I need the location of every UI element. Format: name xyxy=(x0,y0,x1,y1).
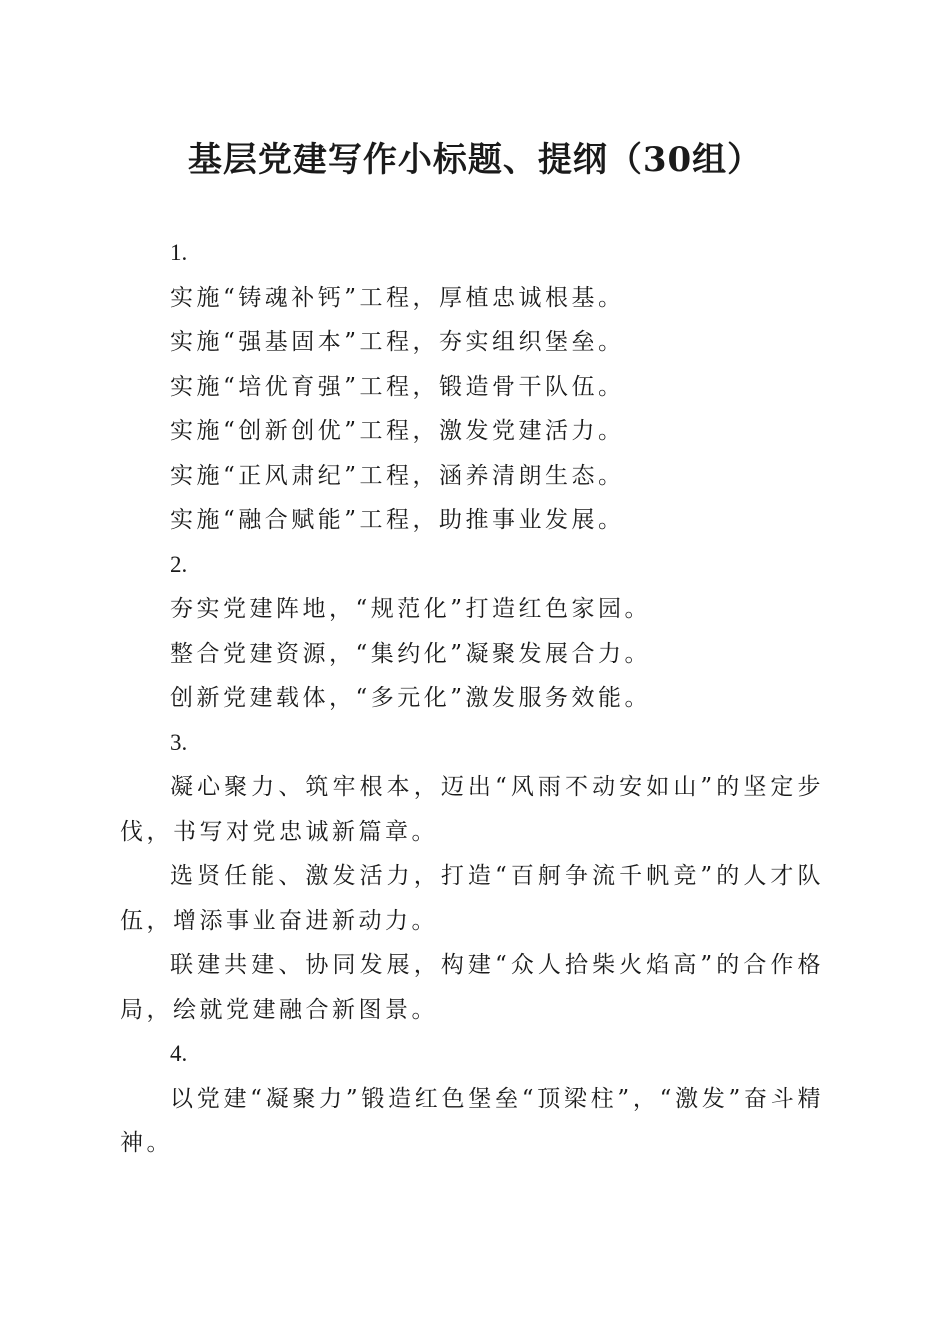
group-number: 3. xyxy=(170,729,188,755)
group-number: 1. xyxy=(170,240,188,265)
group-number: 4. xyxy=(170,1041,188,1066)
outline-group-3 xyxy=(120,721,824,1033)
group-number: 2. xyxy=(170,551,188,577)
outline-group-2 xyxy=(120,543,824,721)
outline-paragraph: 联建共建、协同发展，构建“众人拾柴火焰高”的合作格局，绘就党建融合新图景。 xyxy=(120,952,824,1023)
outline-line: 实施“融合赋能”工程，助推事业发展。 xyxy=(170,507,625,533)
outline-line: 实施“正风肃纪”工程，涵养清朗生态。 xyxy=(170,462,625,489)
outline-line: 整合党建资源，“集约化”凝聚发展合力。 xyxy=(170,640,652,667)
outline-group-1 xyxy=(120,231,824,543)
outline-line: 夯实党建阵地，“规范化”打造红色家园。 xyxy=(170,596,652,622)
outline-paragraph: 选贤任能、激发活力，打造“百舸争流千帆竞”的人才队伍，增添事业奋进新动力。 xyxy=(120,863,824,934)
outline-paragraph: 凝心聚力、筑牢根本，迈出“风雨不动安如山”的坚定步伐，书写对党忠诚新篇章。 xyxy=(120,774,824,845)
outline-line: 实施“创新创优”工程，激发党建活力。 xyxy=(170,418,625,444)
outline-paragraph: 以党建“凝聚力”锻造红色堡垒“顶梁柱”，“激发”奋斗精神。 xyxy=(120,1085,824,1156)
outline-line: 创新党建载体，“多元化”激发服务效能。 xyxy=(170,685,652,711)
outline-line: 实施“强基固本”工程，夯实组织堡垒。 xyxy=(170,329,625,355)
document-title: 基层党建写作小标题、提纲（30组） xyxy=(187,140,763,180)
document-body xyxy=(120,231,824,1166)
outline-group-4 xyxy=(120,1032,824,1166)
outline-line: 实施“铸魂补钙”工程，厚植忠诚根基。 xyxy=(170,284,625,311)
outline-line: 实施“培优育强”工程，锻造骨干队伍。 xyxy=(170,373,625,400)
